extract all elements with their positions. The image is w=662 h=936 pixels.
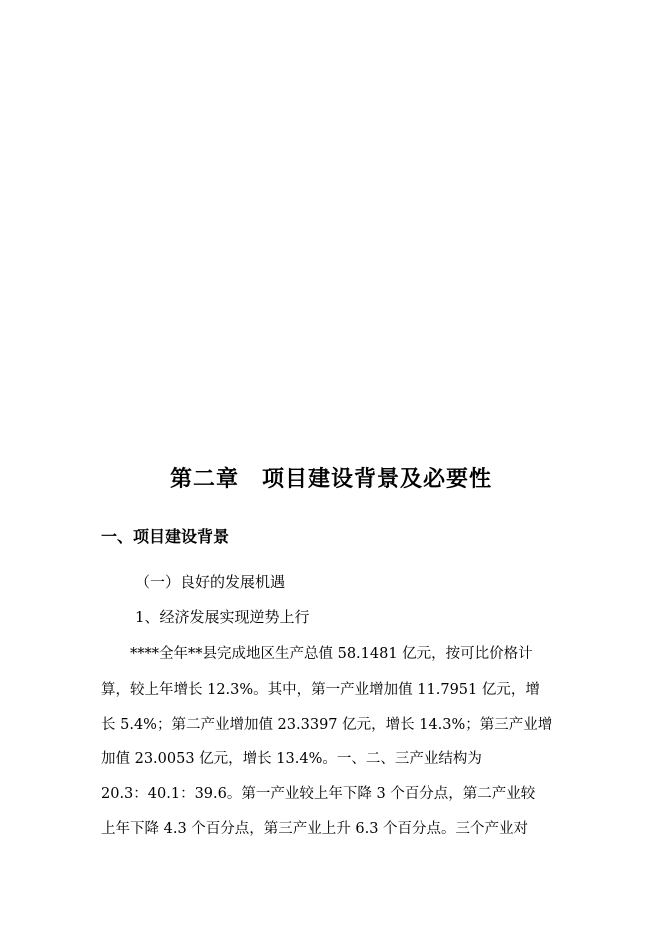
section-heading: 一、项目建设背景 (101, 527, 230, 546)
paragraph-line: 长 5.4%；第二产业增加值 23.3397 亿元，增长 14.3%；第三产业增 (101, 717, 553, 733)
paragraph-line: ****全年**县完成地区生产总值 58.1481 亿元，按可比价格计 (101, 646, 533, 662)
chapter-title: 第二章 项目建设背景及必要性 (169, 466, 492, 492)
subsection-heading: 1、经济发展实现逆势上行 (135, 608, 310, 626)
paragraph-line: 加值 23.0053 亿元，增长 13.4%。一、二、三产业结构为 (101, 751, 482, 767)
subsection-heading: （一）良好的发展机遇 (135, 573, 286, 591)
paragraph-line: 算，较上年增长 12.3%。其中，第一产业增加值 11.7951 亿元，增 (101, 682, 540, 698)
paragraph-line: 20.3：40.1：39.6。第一产业较上年下降 3 个百分点，第二产业较 (101, 786, 536, 802)
paragraph-line: 上年下降 4.3 个百分点，第三产业上升 6.3 个百分点。三个产业对 (101, 821, 529, 837)
